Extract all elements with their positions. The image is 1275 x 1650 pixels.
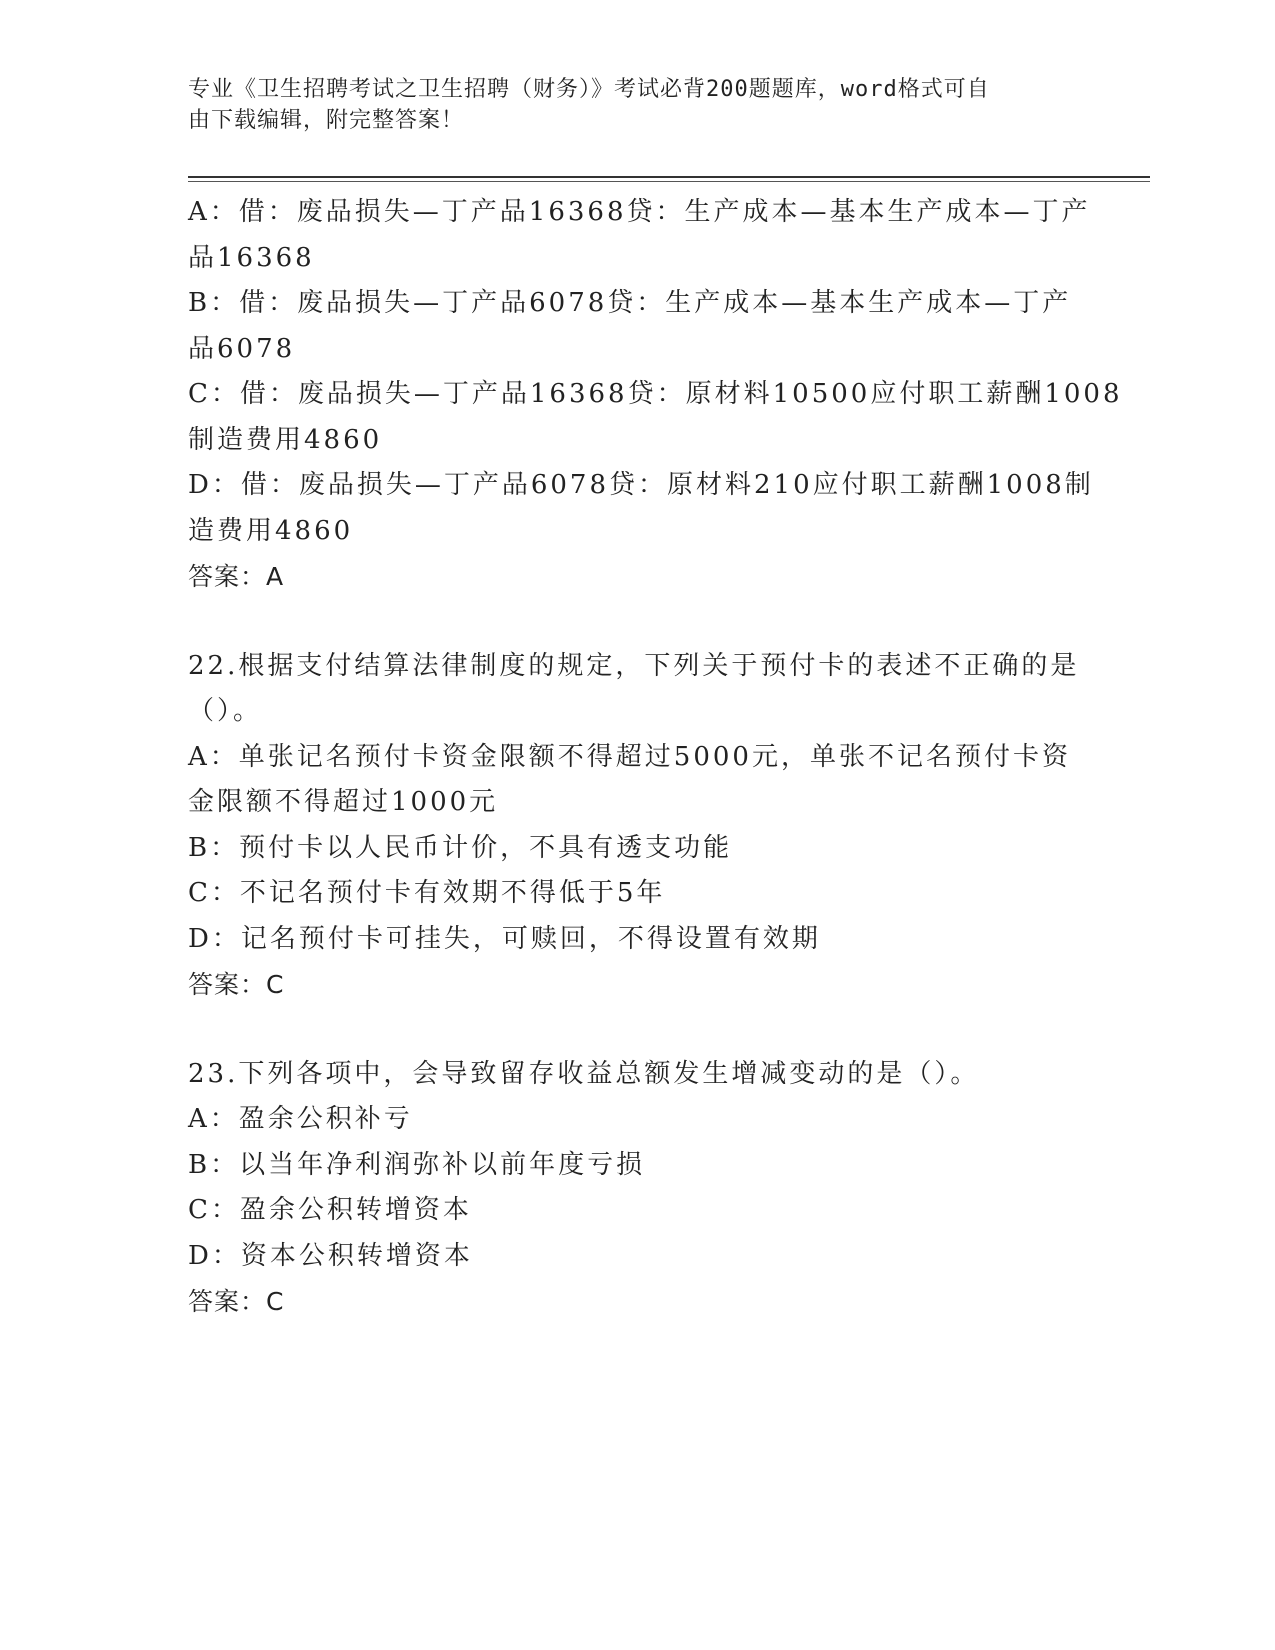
question-22-line-1: 22.根据支付结算法律制度的规定，下列关于预付卡的表述不正确的是 xyxy=(188,650,1080,681)
option-d: D：记名预付卡可挂失，可赎回，不得设置有效期 xyxy=(188,923,821,954)
question-spacer xyxy=(188,1008,1078,1052)
option-a-line-1: A：单张记名预付卡资金限额不得超过5000元，单张不记名预付卡资 xyxy=(188,741,1071,772)
option-c: C：不记名预付卡有效期不得低于5年 xyxy=(188,878,666,908)
question-21-block xyxy=(188,190,1123,600)
question-23: 23.下列各项中，会导致留存收益总额发生增减变动的是（）。 xyxy=(188,1058,980,1089)
option-b: B：以当年净利润弥补以前年度亏损 xyxy=(188,1149,646,1180)
question-spacer xyxy=(188,600,1078,644)
answer-21: 答案：A xyxy=(188,562,285,591)
option-d-line-1: D：借：废品损失—丁产品6078贷：原材料210应付职工薪酬1008制 xyxy=(188,470,1094,500)
header-line-1: 专业《卫生招聘考试之卫生招聘（财务）》考试必背200题题库，word格式可自 xyxy=(188,77,990,102)
question-content xyxy=(188,190,1123,1325)
option-d: D：资本公积转增资本 xyxy=(188,1240,473,1271)
question-22-block xyxy=(188,644,1078,1008)
answer-22: 答案：C xyxy=(188,970,285,999)
answer-23: 答案：C xyxy=(188,1287,285,1316)
option-c: C：盈余公积转增资本 xyxy=(188,1195,472,1225)
option-d-line-2: 造费用4860 xyxy=(188,515,354,546)
option-c-line-2: 制造费用4860 xyxy=(188,424,383,455)
option-a-line-2: 品16368 xyxy=(188,242,315,273)
option-a-line-2: 金限额不得超过1000元 xyxy=(188,787,499,817)
question-22-line-2: （）。 xyxy=(188,696,263,726)
page-header xyxy=(188,74,1068,136)
option-b-line-2: 品6078 xyxy=(188,333,296,364)
option-a: A：盈余公积补亏 xyxy=(188,1104,413,1134)
header-divider-thick xyxy=(188,176,1150,178)
question-23-block xyxy=(188,1052,1078,1325)
header-divider-thin xyxy=(188,181,1150,182)
option-a-line-1: A：借：废品损失—丁产品16368贷：生产成本—基本生产成本—丁产 xyxy=(188,197,1091,227)
option-c-line-1: C：借：废品损失—丁产品16368贷：原材料10500应付职工薪酬1008 xyxy=(188,379,1123,409)
option-b-line-1: B：借：废品损失—丁产品6078贷：生产成本—基本生产成本—丁产 xyxy=(188,288,1072,318)
header-line-2: 由下载编辑，附完整答案！ xyxy=(188,108,465,133)
option-b: B：预付卡以人民币计价，不具有透支功能 xyxy=(188,832,733,863)
